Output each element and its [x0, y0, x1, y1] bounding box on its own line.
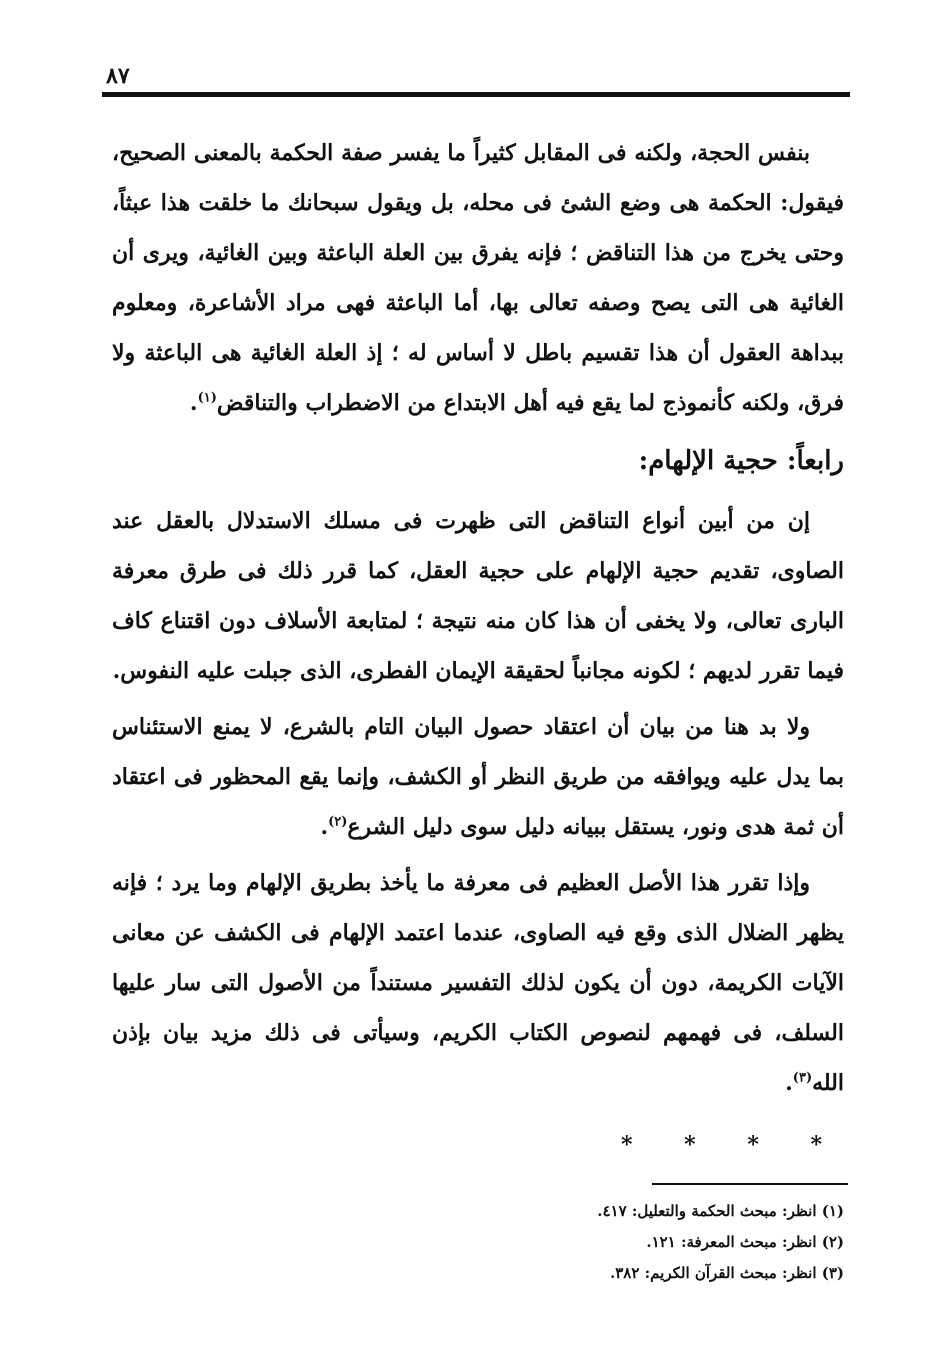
paragraph-text: بنفس الحجة، ولكنه فى المقابل كثيراً ما يفسر صفة الحكمة بالمعنى الصحيح، فيقول: الحكمة هى وضع الشئ فى محله، بل ويقول سبحانك ما خلقت هذا عبثاً، وحتى يخرج من هذا التناقض ؛ فإنه يفرق بين العلة الباعثة وبين الغائية، ويرى أن الغائية هى التى يصح وصفه تعالى بها، أما الباعثة فهى مراد الأشاعرة، ومعلوم ببداهة العقول أن هذا تقسيم باطل لا أساس له ؛ إذ العلة الغائية هى الباعثة ولا فرق، ولكنه كأنموذج لما يقع فيه أهل الابتداع من الاضطراب والتناقض — [112, 140, 844, 416]
footnote-ref: (١) — [197, 390, 217, 406]
paragraph-tail: . — [189, 390, 198, 416]
paragraph — [112, 128, 844, 428]
footnote-ref: (٣) — [792, 1070, 813, 1086]
paragraph — [112, 702, 844, 852]
paragraph — [112, 496, 844, 696]
footnote: (١) انظر: مبحث الحكمة والتعليل: ٤١٧. — [597, 1202, 844, 1220]
section-heading: رابعاً: حجية الإلهام: — [638, 446, 844, 476]
footnote: (٢) انظر: مبحث المعرفة: ١٢١. — [646, 1233, 844, 1251]
page-number: ٨٧ — [106, 63, 130, 89]
footnote: (٣) انظر: مبحث القرآن الكريم: ٣٨٢. — [610, 1264, 844, 1282]
header-rule — [102, 92, 850, 97]
paragraph-tail: . — [320, 814, 329, 840]
footnote-rule — [652, 1183, 848, 1185]
footnotes — [400, 1196, 844, 1289]
section-separator: * * * * — [621, 1132, 844, 1158]
paragraph-tail: . — [785, 1070, 793, 1096]
paragraph — [112, 858, 844, 1108]
body-text — [112, 128, 844, 1170]
paragraph-text: ولا بد هنا من بيان أن اعتقاد حصول البيان التام بالشرع، لا يمنع الاستئناس بما يدل عليه ويوافقه من طريق النظر أو الكشف، وإنما يقع المحظور فى اعتقاد أن ثمة هدى ونور، يستقل ببيانه دليل سوى دليل الشرع — [112, 714, 844, 840]
footnote-ref: (٢) — [328, 814, 348, 830]
paragraph-text: وإذا تقرر هذا الأصل العظيم فى معرفة ما يأخذ بطريق الإلهام وما يرد ؛ فإنه يظهر الضلال الذى وقع فيه الصاوى، عندما اعتمد الإلهام فى الكشف عن معانى الآيات الكريمة، دون أن يكون لذلك التفسير مستنداً من الأصول التى سار عليها السلف، فى فهمهم لنصوص الكتاب الكريم، وسيأتى فى ذلك مزيد بيان بإذن الله — [112, 870, 844, 1096]
paragraph-text: إن من أبين أنواع التناقض التى ظهرت فى مسلك الاستدلال بالعقل عند الصاوى، تقديم حجية الإلهام على حجية العقل، كما قرر ذلك فى طرق معرفة البارى تعالى، ولا يخفى أن هذا كان منه نتيجة ؛ لمتابعة الأسلاف دون اقتناع كاف فيما تقرر لديهم ؛ لكونه مجانباً لحقيقة الإيمان الفطرى، الذى جبلت عليه النفوس. — [112, 508, 844, 684]
